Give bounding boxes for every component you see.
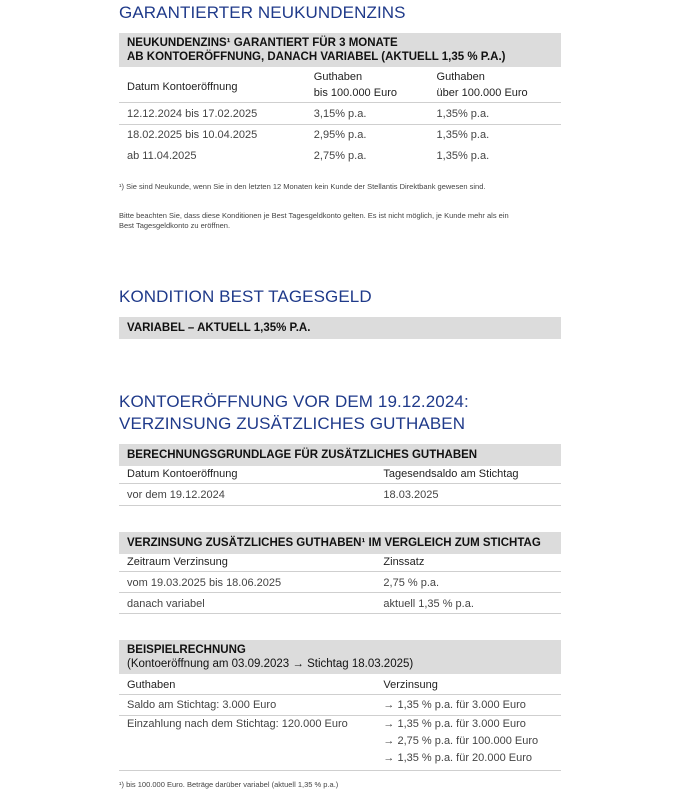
table-row (119, 695, 561, 716)
footnote-betrag: ¹) bis 100.000 Euro. Beträge darüber variabel (aktuell 1,35 % p.a.) (119, 780, 339, 789)
row-rate-high: 1,35% p.a. (436, 108, 490, 120)
section-title-line1: KONTOERÖFFNUNG VOR DEM 19.12.2024: (119, 392, 469, 411)
section-title-best-tagesgeld: KONDITION BEST TAGESGELD (119, 287, 372, 306)
example-rate-line: → 1,35 % p.a. für 20.000 Euro (383, 752, 532, 764)
example-saldo: Saldo am Stichtag: 3.000 Euro (127, 699, 277, 711)
section-title-line2: VERZINSUNG ZUSÄTZLICHES GUTHABEN (119, 414, 466, 433)
example-einzahlung-rates (375, 716, 561, 767)
row-date: ab 11.04.2025 (127, 150, 197, 162)
verzinsung-band: VERZINSUNG ZUSÄTZLICHES GUTHABEN¹ IM VERGLEICH ZUM STICHTAG (119, 532, 561, 554)
header-datum: Datum Kontoeröffnung (127, 80, 238, 93)
section-title-kontoeroeffnung (119, 391, 469, 435)
berechnungsgrundlage-band: BERECHNUNGSGRUNDLAGE FÜR ZUSÄTZLICHES GUTHABEN (119, 444, 561, 466)
band-line-1: NEUKUNDENZINS¹ GARANTIERT FÜR 3 MONATE (127, 37, 398, 49)
beispielrechnung-title: BEISPIELRECHNUNG (127, 644, 246, 656)
header-datum-kontoeroeffnung: Datum Kontoeröffnung (127, 468, 238, 480)
header-zinssatz: Zinssatz (383, 556, 425, 568)
interest-period: vom 19.03.2025 bis 18.06.2025 (127, 576, 282, 589)
header-guthaben-ueber-line1: Guthaben (436, 70, 485, 83)
row-rate-low: 3,15% p.a. (313, 108, 367, 120)
beispielrechnung-subtitle: (Kontoeröffnung am 03.09.2023 → Stichtag 18.03.2025) (127, 658, 414, 670)
header-guthaben-bis (306, 69, 429, 101)
example-header-row (119, 676, 561, 695)
row-rate-low: 2,75% p.a. (313, 150, 367, 162)
best-tagesgeld-band: VARIABEL – AKTUELL 1,35% P.A. (119, 317, 561, 339)
header-guthaben-bis-line2: bis 100.000 Euro (313, 86, 397, 99)
neukundenzins-band (119, 33, 561, 67)
example-saldo-rate: → 1,35 % p.a. für 3.000 Euro (383, 699, 526, 711)
header-guthaben-bis-line1: Guthaben (313, 70, 363, 83)
note-konditionen: Bitte beachten Sie, dass diese Konditionen je Best Tagesgeldkonto gelten. Es ist nicht möglich, je Kunde mehr als ein Best Tagesgeldkonto zu eröffnen. (119, 211, 509, 230)
example-einzahlung: Einzahlung nach dem Stichtag: 120.000 Euro (127, 718, 348, 730)
example-rate-line: → 1,35 % p.a. für 3.000 Euro (383, 718, 526, 730)
table-row (119, 485, 561, 506)
row-rate-high: 1,35% p.a. (436, 150, 490, 162)
row-rate-high: 1,35% p.a. (436, 129, 490, 141)
beispielrechnung-band (119, 640, 561, 674)
footnote-neukunde: ¹) Sie sind Neukunde, wenn Sie in den letzten 12 Monaten kein Kunde der Stellantis Direktbank gewesen sind. (119, 182, 486, 191)
table-row (119, 716, 561, 771)
verzinsung-header-row (119, 553, 561, 572)
table-row (119, 594, 561, 614)
header-guthaben: Guthaben (127, 679, 176, 691)
band-line-2: AB KONTOERÖFFNUNG, DANACH VARIABEL (AKTUELL 1,35 % P.A.) (127, 51, 506, 63)
table-header-row (119, 67, 561, 103)
basis-header-row (119, 465, 561, 484)
table-row (119, 146, 561, 166)
row-date: 12.12.2024 bis 17.02.2025 (127, 108, 258, 120)
table-row (119, 104, 561, 125)
example-rate-line: → 2,75 % p.a. für 100.000 Euro (383, 735, 539, 747)
header-zeitraum: Zeitraum Verzinsung (127, 556, 228, 568)
header-tagesendsaldo: Tagesendsaldo am Stichtag (383, 468, 519, 480)
table-row (119, 125, 561, 145)
basis-stichtag: 18.03.2025 (383, 489, 439, 501)
row-rate-low: 2,95% p.a. (313, 129, 367, 141)
table-row (119, 573, 561, 593)
header-verzinsung: Verzinsung (383, 679, 438, 691)
header-guthaben-ueber-line2: über 100.000 Euro (436, 86, 528, 99)
header-guthaben-ueber (429, 69, 561, 101)
interest-period: danach variabel (127, 597, 205, 610)
row-date: 18.02.2025 bis 10.04.2025 (127, 129, 258, 141)
interest-rate: aktuell 1,35 % p.a. (383, 597, 474, 610)
interest-rate: 2,75 % p.a. (383, 576, 440, 589)
basis-date: vor dem 19.12.2024 (127, 489, 225, 501)
section-title-neukundenzins: GARANTIERTER NEUKUNDENZINS (119, 3, 406, 22)
